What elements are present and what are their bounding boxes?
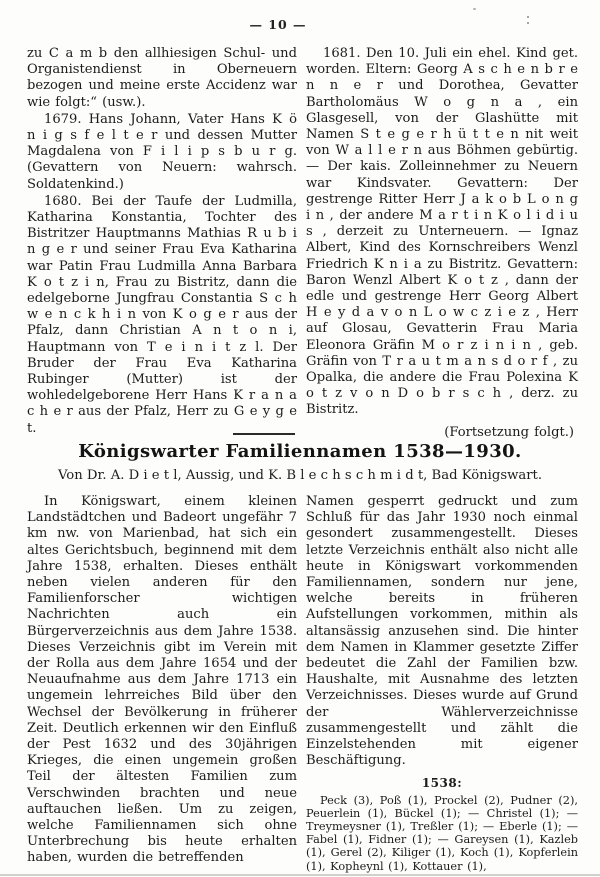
entry-1681: 1681. Den 10. Juli ein ehel. Kind get. worden. Eltern: Georg A s c h e n b r e n n e r und Dorothea, Gevatter Bartholomäus W o g n a , ein Glasgesell, von der Glashütte mit Namen S t e g e r h ü t t e n nit weit von W a l l e r n aus Böhmen gebürtig. — Der kais. Zolleinnehmer zu Neuern war Kindsvater. Gevattern: Der gestrenge Ritter Herr J a k o b L o n g i n , der andere M a r t i n K o l i d i u s , derzeit zu Unterneuern. — Ignaz Albert, Kind des Kornschreibers Wenzl Friedrich K n i a zu Bistritz. Gevattern: Baron Wenzl Albert K o t z , dann der edle und gestrenge Herr Georg Albert H e y d a v o n L o w c z i e z , Herr auf Glosau, Gevatterin Frau Maria Eleonora Gräfin M o r z i n i n , geb. Gräfin von T r a u t m a n s d o r f , zu Opalka, die andere die Frau Polexina K o t z v o n D o b r s c h , derz. zu Bistritz. bbox=[306, 46, 578, 418]
continuation-note: (Fortsetzung folgt.) bbox=[444, 424, 574, 440]
scan-speck-icon bbox=[527, 16, 529, 18]
page-number: — 10 — bbox=[249, 17, 307, 32]
paragraph-continued: zu C a m b den allhiesigen Schul- und Organistendienst in Oberneuern bezogen und meine erste Accidenz war wie folgt:“ (usw.). bbox=[27, 46, 297, 110]
section-end-rule bbox=[233, 433, 295, 435]
top-text-columns bbox=[27, 46, 578, 441]
scan-bottom-edge bbox=[0, 874, 600, 876]
article-right-column bbox=[306, 494, 578, 873]
article-left-column bbox=[27, 494, 297, 873]
article-text-columns bbox=[27, 494, 578, 873]
article-title: Königswarter Familiennamen 1538—1930. bbox=[78, 441, 522, 462]
top-right-column bbox=[306, 46, 578, 441]
entry-1679: 1679. Hans Johann, Vater Hans K ö n i g s f e l t e r und dessen Mutter Magdalena von F i l i p s b u r g. (Gevattern von Neuern: wahrsch. Soldatenkind.) bbox=[27, 111, 297, 192]
entry-1680: 1680. Bei der Taufe der Ludmilla, Katharina Konstantia, Tochter des Bistritzer Hauptmanns Mathias R u b i n g e r und seiner Frau Eva Katharina war Patin Frau Ludmilla Anna Barbara K o t z i n, Frau zu Bistritz, dann die edelgeborne Jungfrau Constantia S c h w e n c k h i n von K o g e r aus der Pfalz, dann Christian A n t o n i, Hauptmann von T e i n i t z l. Der Bruder der Frau Eva Katharina Rubinger (Mutter) ist der wohledelgeborene Herr Hans K r a n a c h e r aus der Pfalz, Herr zu G e y g e t. bbox=[27, 193, 297, 436]
family-names-list: Peck (3), Poß (1), Prockel (2), Pudner (2), Peuerlein (1), Bückel (1); — Christel (1); — Treymeysner (1), Treßler (1); — Eberle (1); — Fabel (1), Fidner (1); — Gareysen (1), Kazleb (1), Gerel (2), Kiliger (1), Koch (1), Kopferlein (1), Kopheynl (1), Kottauer (1), bbox=[306, 793, 578, 873]
top-left-column bbox=[27, 46, 297, 441]
article-paragraph-continued: Namen gesperrt gedruckt und zum Schluß für das Jahr 1930 noch einmal gesondert zusammengestellt. Dieses letzte Verzeichnis enthält also nicht alle heute in Königswart vorkommenden Familiennamen, sondern nur jene, welche bereits in früheren Aufstellungen vorkommen, mithin als altansässig anzusehen sind. Die hinter dem Namen in Klammer gesetzte Ziffer bedeutet die Zahl der Familien bzw. Haushalte, mit Ausnahme des letzten Verzeichnisses. Dieses wurde auf Grund der Wählerverzeichnisse zusammengestellt und zählt die Einzelstehenden mit eigener Beschäftigung. bbox=[306, 494, 578, 769]
article-byline: Von Dr. A. D i e t l, Aussig, und K. B l e c h s c h m i d t, Bad Königswart. bbox=[57, 468, 543, 483]
scan-speck-icon bbox=[473, 8, 476, 10]
section-end-rule-row bbox=[27, 429, 297, 437]
article-intro-paragraph: In Königswart, einem kleinen Landstädtchen und Badeort ungefähr 7 km nw. von Marienbad, hat sich ein altes Gerichtsbuch, beginnend mit dem Jahre 1538, erhalten. Dieses enthält neben vielen anderen für den Familienforscher wichtigen Nachrichten auch ein Bürgerverzeichnis aus dem Jahre 1538. Dieses Verzeichnis gibt im Verein mit der Rolla aus dem Jahre 1654 und der Neuaufnahme aus dem Jahre 1713 ein ungemein lehrreiches Bild über den Wechsel der Bevölkerung in früherer Zeit. Deutlich erkennen wir den Einfluß der Pest 1632 und des 30jährigen Krieges, die einen ungemein großen Teil der ältesten Familien zum Verschwinden brachten und neue auftauchen ließen. Um zu zeigen, welche Familiennamen sich ohne Unterbrechung bis heute erhalten haben, wurden die betreffenden bbox=[27, 494, 297, 866]
year-heading-1538: 1538: bbox=[421, 776, 463, 791]
